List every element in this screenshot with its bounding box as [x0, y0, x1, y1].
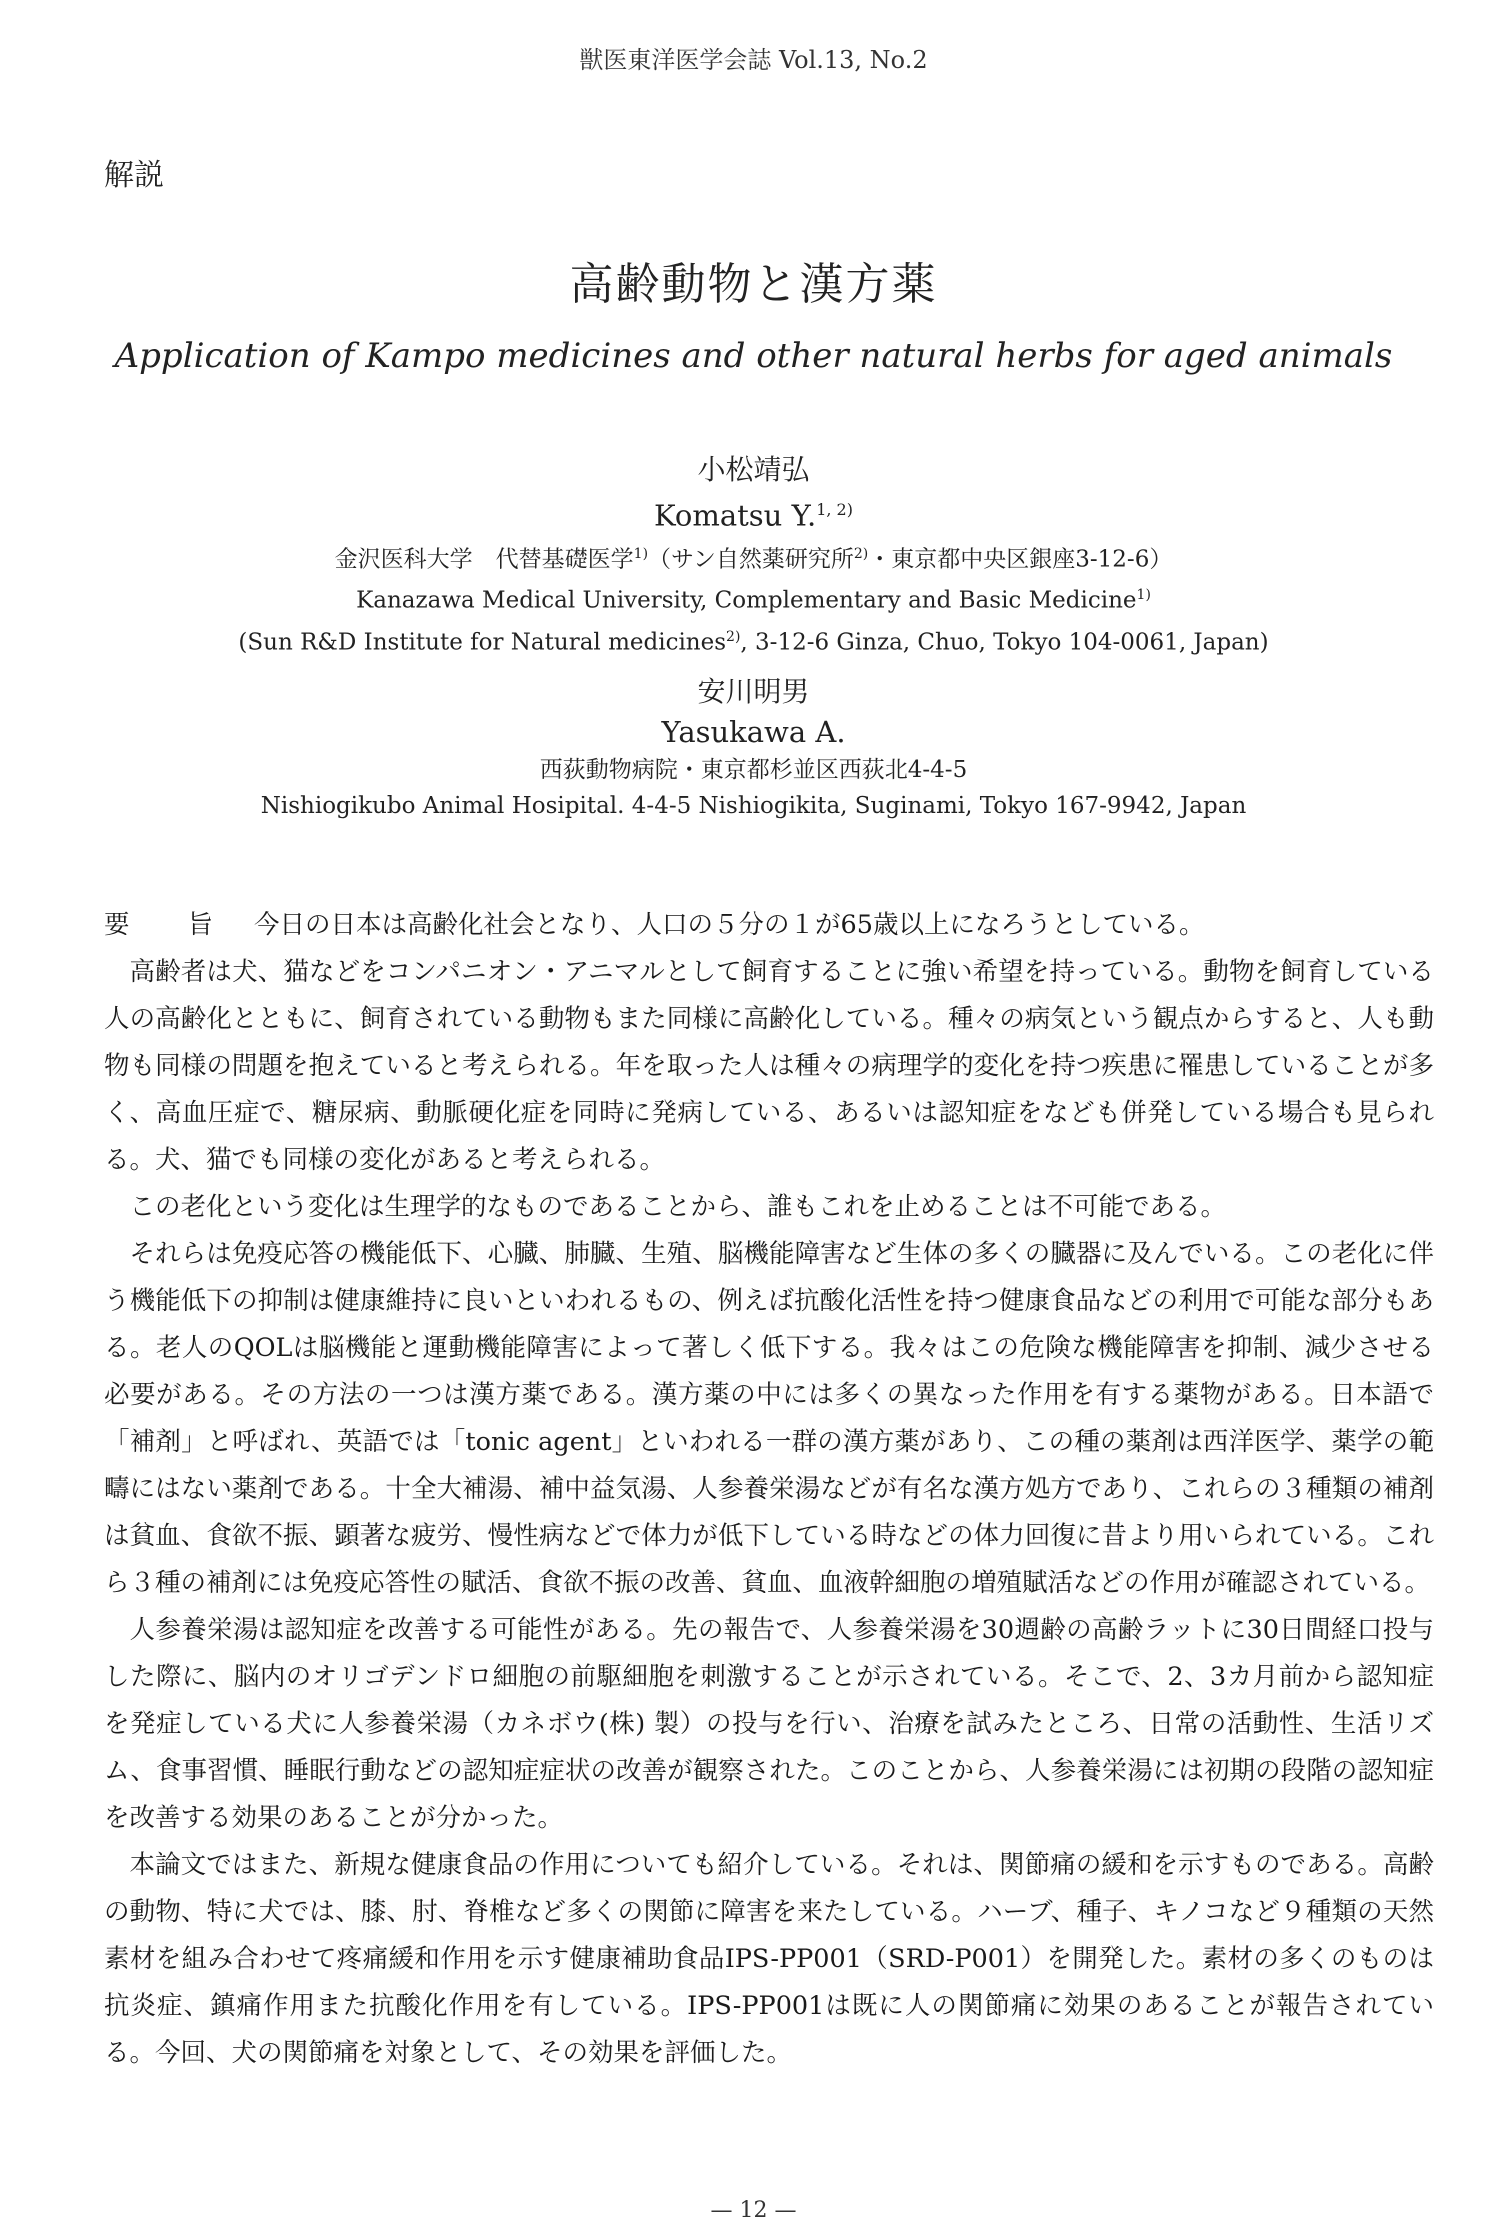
- affiliation-line: 西荻動物病院・東京都杉並区西荻北4-4-5: [539, 757, 968, 783]
- running-header: 獣医東洋医学会誌 Vol.13, No.2: [579, 46, 928, 74]
- title-english: Application of Kampo medicines and other natural herbs for aged animals: [114, 336, 1393, 376]
- affiliation-line: 金沢医科大学 代替基礎医学$^{1)}$（サン自然薬研究所$^{2)}$・東京都中央区銀座3-12-6）: [334, 545, 1173, 573]
- affiliation-line: Kanazawa Medical University, Complementary and Basic Medicine$^{1)}$: [356, 587, 1151, 614]
- article-type-label: 解説: [104, 158, 164, 193]
- author-affil-superscript: 1, 2): [816, 500, 853, 519]
- abstract-paragraph: それらは免疫応答の機能低下、心臓、肺臓、生殖、脳機能障害など生体の多くの臓器に及んでいる。この老化に伴う機能低下の抑制は健康維持に良いといわれるもの、例えば抗酸化活性を持つ健康食品などの利用で可能な部分もある。老人のQOLは脳機能と運動機能障害によって著しく低下する。我々はこの危険な機能障害を抑制、減少させる必要がある。その方法の一つは漢方薬である。漢方薬の中には多くの異なった作用を有する薬物がある。日本語で「補剤」と呼ばれ、英語では「tonic agent」といわれる一群の漢方薬があり、この種の薬剤は西洋医学、薬学の範疇にはない薬剤である。十全大補湯、補中益気湯、人参養栄湯などが有名な漢方処方であり、これらの３種類の補剤は貧血、食欲不振、顕著な疲労、慢性病などで体力が低下している時などの体力回復に昔より用いられている。これら３種の補剤には免疫応答性の賦活、食欲不振の改善、貧血、血液幹細胞の増殖賦活などの作用が確認されている。: [104, 1239, 1434, 1598]
- title-japanese: 高齢動物と漢方薬: [569, 259, 938, 310]
- page-number: — 12 —: [710, 2198, 797, 2223]
- author-name-en: Yasukawa A.: [661, 715, 846, 749]
- abstract-paragraph: 高齢者は犬、猫などをコンパニオン・アニマルとして飼育することに強い希望を持っている。動物を飼育している人の高齢化とともに、飼育されている動物もまた同様に高齢化している。種々の病気という観点からすると、人も動物も同様の問題を抱えていると考えられる。年を取った人は種々の病理学的変化を持つ疾患に罹患していることが多く、高血圧症で、糖尿病、動脈硬化症を同時に発病している、あるいは認知症をなども併発している場合も見られる。犬、猫でも同様の変化があると考えられる。: [104, 957, 1434, 1175]
- author-name-ja: 安川明男: [697, 675, 810, 708]
- author-name-ja: 小松靖弘: [697, 453, 810, 486]
- author-block-komatsu: [0, 450, 1507, 661]
- abstract-label: 要 旨: [104, 910, 214, 940]
- abstract-paragraph: この老化という変化は生理学的なものであることから、誰もこれを止めることは不可能である。: [129, 1192, 1227, 1222]
- author-block-yasukawa: [0, 672, 1507, 824]
- author-name-en: Komatsu Y.$^{1, 2)}$: [654, 498, 853, 533]
- affiliation-line: Nishiogikubo Animal Hosipital. 4-4-5 Nishiogikita, Suginami, Tokyo 167-9942, Japan: [260, 793, 1247, 819]
- abstract-paragraph: 人参養栄湯は認知症を改善する可能性がある。先の報告で、人参養栄湯を30週齢の高齢ラットに30日間経口投与した際に、脳内のオリゴデンドロ細胞の前駆細胞を刺激することが示されている。そこで、2、3カ月前から認知症を発症している犬に人参養栄湯（カネボウ(株) 製）の投与を行い、治療を試みたところ、日常の活動性、生活リズム、食事習慣、睡眠行動などの認知症症状の改善が観察された。このことから、人参養栄湯には初期の段階の認知症を改善する効果のあることが分かった。: [104, 1615, 1434, 1833]
- affiliation-line: (Sun R&D Institute for Natural medicines$^{2)}$, 3-12-6 Ginza, Chuo, Tokyo 104-0061, Japan): [238, 628, 1269, 656]
- abstract-paragraph: 本論文ではまた、新規な健康食品の作用についても紹介している。それは、関節痛の緩和を示すものである。高齢の動物、特に犬では、膝、肘、脊椎など多くの関節に障害を来たしている。ハーブ、種子、キノコなど９種類の天然素材を組み合わせて疼痛緩和作用を示す健康補助食品IPS-PP001（SRD-P001）を開発した。素材の多くのものは抗炎症、鎮痛作用また抗酸化作用を有している。IPS-PP001は既に人の関節痛に効果のあることが報告されている。今回、犬の関節痛を対象として、その効果を評価した。: [104, 1850, 1434, 2068]
- abstract: [104, 902, 1434, 2077]
- abstract-paragraph: 要 旨 今日の日本は高齢化社会となり、人口の５分の１が65歳以上になろうとしている。: [104, 902, 1434, 949]
